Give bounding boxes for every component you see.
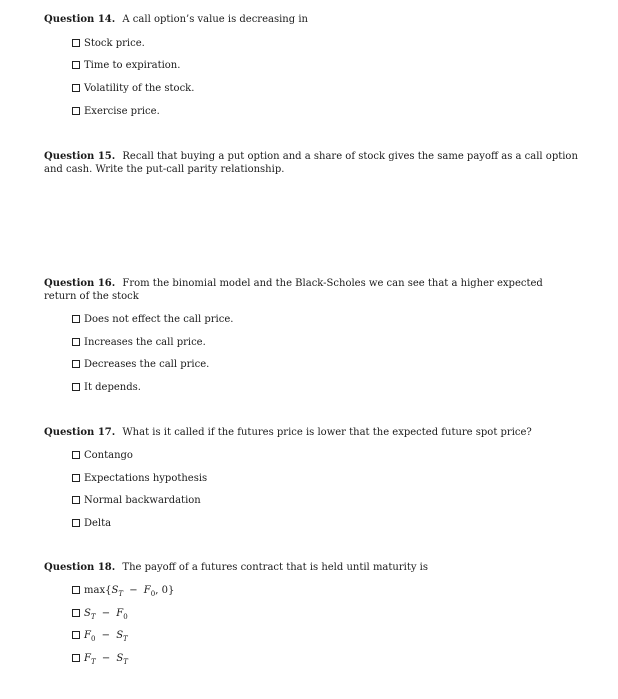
checkbox-icon[interactable] bbox=[72, 451, 80, 459]
option-formula: $F_0 - S_T$ bbox=[84, 630, 128, 643]
q18-option-st-minus-f0[interactable] bbox=[72, 607, 128, 620]
checkbox-icon[interactable] bbox=[72, 496, 80, 504]
question-17-text: What is it called if the futures price is lower that the expected future spot price? bbox=[122, 427, 532, 438]
checkbox-icon[interactable] bbox=[72, 609, 80, 617]
checkbox-icon[interactable] bbox=[72, 39, 80, 47]
option-label: Time to expiration. bbox=[84, 60, 181, 71]
question-17-prompt bbox=[44, 427, 578, 440]
question-16 bbox=[44, 278, 578, 393]
checkbox-icon[interactable] bbox=[72, 61, 80, 69]
option-label: Does not effect the call price. bbox=[84, 314, 234, 325]
option-label: Expectations hypothesis bbox=[84, 473, 208, 484]
checkbox-icon[interactable] bbox=[72, 383, 80, 391]
question-15 bbox=[44, 151, 578, 176]
question-16-prompt bbox=[44, 278, 578, 303]
q17-option-normal-backwardation[interactable] bbox=[72, 494, 201, 507]
option-label: Decreases the call price. bbox=[84, 359, 210, 370]
question-15-prompt bbox=[44, 151, 578, 176]
question-17-label: Question 17. bbox=[44, 427, 116, 438]
q18-option-f0-minus-st[interactable] bbox=[72, 629, 128, 642]
question-15-label: Question 15. bbox=[44, 151, 116, 162]
option-formula: $\max\{S_T - F_0$, 0} bbox=[84, 585, 175, 598]
q17-option-expectations-hypothesis[interactable] bbox=[72, 472, 207, 485]
q16-option-depends[interactable] bbox=[72, 381, 141, 394]
option-label: Volatility of the stock. bbox=[84, 83, 195, 94]
checkbox-icon[interactable] bbox=[72, 586, 80, 594]
option-label: Delta bbox=[84, 518, 112, 529]
checkbox-icon[interactable] bbox=[72, 519, 80, 527]
checkbox-icon[interactable] bbox=[72, 338, 80, 346]
question-15-text: Recall that buying a put option and a share of stock gives the same payoff as a call option and cash. Write the put-call parity relationship. bbox=[44, 151, 578, 175]
question-17 bbox=[44, 427, 578, 529]
question-14-text: A call option’s value is decreasing in bbox=[122, 14, 308, 25]
question-18-text: The payoff of a futures contract that is held until maturity is bbox=[122, 562, 428, 573]
option-label: It depends. bbox=[84, 382, 141, 393]
option-label: Normal backwardation bbox=[84, 495, 201, 506]
q16-option-decreases[interactable] bbox=[72, 358, 209, 371]
q16-option-no-effect[interactable] bbox=[72, 313, 233, 326]
q14-option-exercise-price[interactable] bbox=[72, 105, 160, 118]
checkbox-icon[interactable] bbox=[72, 631, 80, 639]
question-18-label: Question 18. bbox=[44, 562, 116, 573]
question-14-label: Question 14. bbox=[44, 14, 116, 25]
option-formula: $S_T - F_0$ bbox=[84, 608, 128, 621]
checkbox-icon[interactable] bbox=[72, 474, 80, 482]
question-18-prompt bbox=[44, 562, 578, 575]
q16-option-increases[interactable] bbox=[72, 336, 206, 349]
q18-option-ft-minus-st[interactable] bbox=[72, 652, 128, 665]
q18-option-max[interactable] bbox=[72, 584, 174, 597]
option-label: Exercise price. bbox=[84, 106, 160, 117]
q14-option-stock-price[interactable] bbox=[72, 37, 145, 50]
checkbox-icon[interactable] bbox=[72, 360, 80, 368]
question-14 bbox=[44, 14, 578, 117]
option-label: Increases the call price. bbox=[84, 337, 206, 348]
option-label: Contango bbox=[84, 450, 133, 461]
option-label: Stock price. bbox=[84, 38, 145, 49]
question-16-label: Question 16. bbox=[44, 278, 116, 289]
question-14-prompt bbox=[44, 14, 578, 27]
checkbox-icon[interactable] bbox=[72, 84, 80, 92]
question-16-text: From the binomial model and the Black-Scholes we can see that a higher expected return of the stock bbox=[44, 278, 543, 302]
q17-option-delta[interactable] bbox=[72, 517, 111, 530]
checkbox-icon[interactable] bbox=[72, 654, 80, 662]
q17-option-contango[interactable] bbox=[72, 449, 133, 462]
option-formula: $F_T - S_T$ bbox=[84, 653, 128, 666]
q14-option-volatility[interactable] bbox=[72, 82, 194, 95]
checkbox-icon[interactable] bbox=[72, 315, 80, 323]
question-18 bbox=[44, 562, 578, 666]
q14-option-time-to-expiration[interactable] bbox=[72, 59, 180, 72]
checkbox-icon[interactable] bbox=[72, 107, 80, 115]
